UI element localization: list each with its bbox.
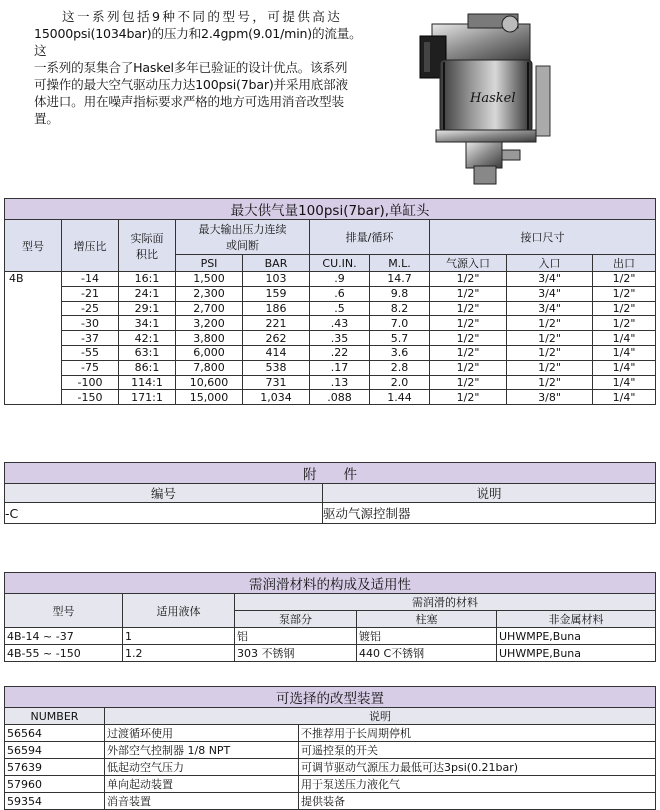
option-number: 57960 <box>5 776 105 793</box>
header-air-inlet: 气源入口 <box>430 255 507 272</box>
lube-row <box>5 645 656 662</box>
accessory-row <box>5 503 656 524</box>
options-table <box>4 686 656 810</box>
header-inlet: 入口 <box>507 255 593 272</box>
cell-cuin: .9 <box>310 272 370 287</box>
cell-inlet: 3/4" <box>507 272 593 287</box>
cell-bar: 538 <box>243 360 310 375</box>
cell-outlet: 1/4" <box>593 360 656 375</box>
lube-pump: 铝 <box>235 628 357 645</box>
cell-inlet: 1/2" <box>507 360 593 375</box>
cell-outlet: 1/2" <box>593 316 656 331</box>
cell-ratio: -55 <box>62 345 119 360</box>
option-row <box>5 742 656 759</box>
header-options-desc: 说明 <box>105 708 656 725</box>
cell-air-inlet: 1/2" <box>430 316 507 331</box>
cell-bar: 221 <box>243 316 310 331</box>
header-outlet: 出口 <box>593 255 656 272</box>
cell-air-inlet: 1/2" <box>430 331 507 346</box>
option-name: 外部空气控制器 1/8 NPT <box>105 742 299 759</box>
cell-area: 29:1 <box>119 301 176 316</box>
cell-air-inlet: 1/2" <box>430 345 507 360</box>
cell-cuin: .35 <box>310 331 370 346</box>
option-desc: 用于泵送压力液化气 <box>299 776 656 793</box>
option-number: 56564 <box>5 725 105 742</box>
cell-area: 42:1 <box>119 331 176 346</box>
header-bar: BAR <box>243 255 310 272</box>
spec-table-title: 最大供气量100psi(7bar),单缸头 <box>5 199 656 220</box>
intro-line: 体进口。用在噪声指标要求严格的地方可选用消音改型装 <box>34 94 344 109</box>
pump-photo <box>410 6 560 188</box>
cell-outlet: 1/2" <box>593 301 656 316</box>
cell-psi: 15,000 <box>176 390 243 405</box>
intro-line: 可操作的最大空气驱动压力达100psi(7bar)并采用底部液 <box>34 77 348 92</box>
cell-area: 86:1 <box>119 360 176 375</box>
cell-outlet: 1/4" <box>593 345 656 360</box>
lube-pump: 303 不锈钢 <box>235 645 357 662</box>
cell-cuin: .22 <box>310 345 370 360</box>
header-ml: M.L. <box>370 255 430 272</box>
header-area: 实际面积比 <box>119 220 176 272</box>
lube-nonmetal: UHWMPE,Buna <box>497 645 656 662</box>
option-row <box>5 725 656 742</box>
cell-area: 171:1 <box>119 390 176 405</box>
cell-model: 4B <box>5 272 62 405</box>
lube-fluid: 1.2 <box>123 645 235 662</box>
spec-row <box>5 301 656 316</box>
header-number: NUMBER <box>5 708 105 725</box>
lube-piston: 440 C不锈钢 <box>357 645 497 662</box>
cell-inlet: 1/2" <box>507 375 593 390</box>
cell-bar: 414 <box>243 345 310 360</box>
cell-psi: 3,200 <box>176 316 243 331</box>
spec-row <box>5 375 656 390</box>
cell-ml: 1.44 <box>370 390 430 405</box>
cell-bar: 731 <box>243 375 310 390</box>
cell-cuin: .6 <box>310 286 370 301</box>
option-row <box>5 776 656 793</box>
options-table-title: 可选择的改型装置 <box>5 687 656 708</box>
header-model: 型号 <box>5 220 62 272</box>
cell-air-inlet: 1/2" <box>430 360 507 375</box>
cell-outlet: 1/2" <box>593 286 656 301</box>
cell-inlet: 1/2" <box>507 316 593 331</box>
lube-model: 4B-55 ~ -150 <box>5 645 123 662</box>
option-desc: 可遥控泵的开关 <box>299 742 656 759</box>
cell-ratio: -14 <box>62 272 119 287</box>
cell-ml: 2.0 <box>370 375 430 390</box>
header-lube-nonmetal: 非金属材料 <box>497 611 656 628</box>
option-name: 过渡循环使用 <box>105 725 299 742</box>
cell-ml: 9.8 <box>370 286 430 301</box>
cell-cuin: .43 <box>310 316 370 331</box>
cell-psi: 2,300 <box>176 286 243 301</box>
cell-area: 114:1 <box>119 375 176 390</box>
header-psi: PSI <box>176 255 243 272</box>
accessory-desc: 驱动气源控制器 <box>323 503 656 524</box>
cell-area: 34:1 <box>119 316 176 331</box>
header-ports: 接口尺寸 <box>430 220 656 255</box>
spec-row <box>5 316 656 331</box>
header-displacement: 排量/循环 <box>310 220 430 255</box>
cell-psi: 3,800 <box>176 331 243 346</box>
cell-cuin: .088 <box>310 390 370 405</box>
lube-table-title: 需润滑材料的构成及适用性 <box>5 573 656 594</box>
brand-logo: Haskel <box>470 91 516 106</box>
cell-bar: 103 <box>243 272 310 287</box>
spec-row <box>5 272 656 287</box>
intro-line: 置。 <box>34 111 59 126</box>
intro-line: 一系列的泵集合了Haskel多年已验证的设计优点。该系列 <box>34 60 348 75</box>
pump-illustration <box>410 6 560 188</box>
option-name: 单向起动装置 <box>105 776 299 793</box>
cell-ml: 8.2 <box>370 301 430 316</box>
intro-line: 这一系列包括9种不同的型号，可提供高达 <box>62 9 343 24</box>
cell-outlet: 1/4" <box>593 375 656 390</box>
cell-psi: 10,600 <box>176 375 243 390</box>
cell-area: 16:1 <box>119 272 176 287</box>
header-cuin: CU.IN. <box>310 255 370 272</box>
cell-air-inlet: 1/2" <box>430 286 507 301</box>
cell-ml: 3.6 <box>370 345 430 360</box>
cell-psi: 1,500 <box>176 272 243 287</box>
option-row <box>5 759 656 776</box>
option-name: 消音装置 <box>105 793 299 810</box>
cell-ratio: -75 <box>62 360 119 375</box>
cell-air-inlet: 1/2" <box>430 272 507 287</box>
cell-area: 24:1 <box>119 286 176 301</box>
cell-outlet: 1/4" <box>593 331 656 346</box>
lube-row <box>5 628 656 645</box>
header-lube-pump: 泵部分 <box>235 611 357 628</box>
header-output: 最大输出压力连续或间断 <box>176 220 310 255</box>
lube-nonmetal: UHWMPE,Buna <box>497 628 656 645</box>
lube-piston: 镀铝 <box>357 628 497 645</box>
spec-row <box>5 331 656 346</box>
lube-fluid: 1 <box>123 628 235 645</box>
cell-bar: 1,034 <box>243 390 310 405</box>
cell-inlet: 1/2" <box>507 331 593 346</box>
header-ratio: 增压比 <box>62 220 119 272</box>
cell-cuin: .17 <box>310 360 370 375</box>
spec-table <box>4 198 656 405</box>
header-code: 编号 <box>5 484 323 503</box>
cell-inlet: 1/2" <box>507 345 593 360</box>
lube-model: 4B-14 ~ -37 <box>5 628 123 645</box>
header-desc: 说明 <box>323 484 656 503</box>
cell-ml: 2.8 <box>370 360 430 375</box>
cell-psi: 2,700 <box>176 301 243 316</box>
cell-ml: 7.0 <box>370 316 430 331</box>
spec-row <box>5 345 656 360</box>
cell-inlet: 3/8" <box>507 390 593 405</box>
cell-bar: 186 <box>243 301 310 316</box>
cell-inlet: 3/4" <box>507 286 593 301</box>
option-desc: 提供装备 <box>299 793 656 810</box>
cell-ml: 14.7 <box>370 272 430 287</box>
header-lube-piston: 柱塞 <box>357 611 497 628</box>
cell-outlet: 1/2" <box>593 272 656 287</box>
cell-ratio: -150 <box>62 390 119 405</box>
option-number: 56594 <box>5 742 105 759</box>
cell-air-inlet: 1/2" <box>430 390 507 405</box>
accessory-table-title: 附 件 <box>5 463 656 484</box>
cell-ratio: -37 <box>62 331 119 346</box>
header-lube-fluid: 适用液体 <box>123 594 235 628</box>
accessory-code: -C <box>5 503 323 524</box>
cell-psi: 6,000 <box>176 345 243 360</box>
header-lube-materials: 需润滑的材料 <box>235 594 656 611</box>
option-number: 57639 <box>5 759 105 776</box>
option-desc: 不推荐用于长周期停机 <box>299 725 656 742</box>
cell-bar: 262 <box>243 331 310 346</box>
cell-ml: 5.7 <box>370 331 430 346</box>
intro-line: 15000psi(1034bar)的压力和2.4gpm(9.01/min)的流量。这 <box>34 26 362 58</box>
intro-paragraph <box>34 8 364 127</box>
cell-psi: 7,800 <box>176 360 243 375</box>
cell-inlet: 3/4" <box>507 301 593 316</box>
option-number: 59354 <box>5 793 105 810</box>
lubrication-table <box>4 572 656 662</box>
header-lube-model: 型号 <box>5 594 123 628</box>
cell-cuin: .5 <box>310 301 370 316</box>
cell-ratio: -21 <box>62 286 119 301</box>
cell-outlet: 1/4" <box>593 390 656 405</box>
spec-row <box>5 360 656 375</box>
accessory-table <box>4 462 656 524</box>
cell-cuin: .13 <box>310 375 370 390</box>
cell-area: 63:1 <box>119 345 176 360</box>
cell-ratio: -25 <box>62 301 119 316</box>
cell-air-inlet: 1/2" <box>430 375 507 390</box>
spec-row <box>5 390 656 405</box>
cell-ratio: -100 <box>62 375 119 390</box>
cell-bar: 159 <box>243 286 310 301</box>
option-desc: 可调节驱动气源压力最低可达3psi(0.21bar) <box>299 759 656 776</box>
spec-row <box>5 286 656 301</box>
option-name: 低起动空气压力 <box>105 759 299 776</box>
cell-air-inlet: 1/2" <box>430 301 507 316</box>
cell-ratio: -30 <box>62 316 119 331</box>
